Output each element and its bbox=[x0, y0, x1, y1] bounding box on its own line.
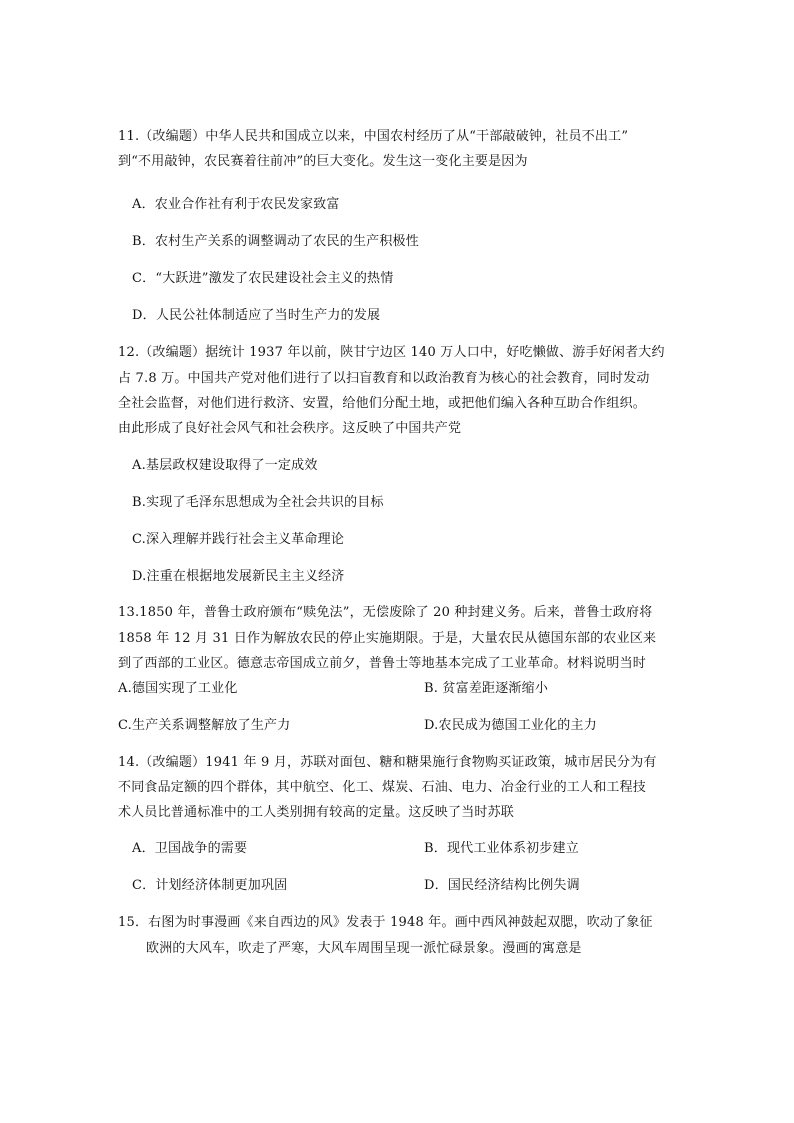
q13-stem-line-2: 1858 年 12 月 31 日作为解放农民的停止实施期限。于是，大量农民从德国东部的农业区来 bbox=[118, 631, 657, 646]
q12-option-b: B.实现了毛泽东思想成为全社会共识的目标 bbox=[132, 495, 384, 510]
q13-option-d: D.农民成为德国工业化的主力 bbox=[424, 718, 597, 733]
q12-option-c: C.深入理解并践行社会主义革命理论 bbox=[132, 532, 345, 547]
q13-option-a: A.德国实现了工业化 bbox=[118, 681, 238, 696]
q14-stem-line-1: 14.（改编题）1941 年 9 月，苏联对面包、糖和糖果施行食物购买证政策，城市居民分为有 bbox=[118, 755, 657, 770]
q11-stem-line-2: 到“不用敲钟，农民赛着往前冲”的巨大变化。发生这一变化主要是因为 bbox=[118, 154, 528, 169]
q13-stem-line-1: 13.1850 年，普鲁士政府颁布“赎免法”，无偿废除了 20 种封建义务。后来，普鲁士政府将 bbox=[118, 605, 653, 620]
q14-option-a: A．卫国战争的需要 bbox=[132, 841, 248, 856]
q15-stem-line-1: 15．右图为时事漫画《来自西边的风》发表于 1948 年。画中西风神鼓起双腮，吹动了象征 bbox=[118, 915, 653, 930]
q11-option-b: B．农村生产关系的调整调动了农民的生产积极性 bbox=[132, 234, 419, 249]
q11-option-a: A．农业合作社有利于农民发家致富 bbox=[132, 197, 340, 212]
q13-option-b: B. 贫富差距逐渐缩小 bbox=[424, 681, 549, 696]
q14-stem-line-2: 不同食品定额的四个群体，其中航空、化工、煤炭、石油、电力、冶金行业的工人和工程技 bbox=[118, 780, 647, 795]
q14-option-d: D．国民经济结构比例失调 bbox=[424, 878, 580, 893]
q12-stem-line-2: 占 7.8 万。中国共产党对他们进行了以扫盲教育和以政治教育为核心的社会教育，同时发动 bbox=[118, 371, 650, 386]
q12-stem-line-1: 12.（改编题）据统计 1937 年以前，陕甘宁边区 140 万人口中，好吃懒做、游手好闲者大约 bbox=[118, 345, 665, 360]
q12-stem-line-3: 全社会监督，对他们进行救济、安置，给他们分配土地，或把他们编入各种互助合作组织。 bbox=[118, 396, 647, 411]
q11-stem-line-1: 11.（改编题）中华人民共和国成立以来，中国农村经历了从“干部敲破钟，社员不出工” bbox=[118, 129, 629, 144]
q12-option-d: D.注重在根据地发展新民主主义经济 bbox=[132, 569, 345, 584]
q14-option-c: C．计划经济体制更加巩固 bbox=[132, 878, 288, 893]
q13-stem-line-3: 到了西部的工业区。德意志帝国成立前夕，普鲁士等地基本完成了工业革命。材料说明当时 bbox=[118, 656, 647, 671]
q14-stem-line-3: 术人员比普通标准中的工人类别拥有较高的定量。这反映了当时苏联 bbox=[118, 805, 515, 820]
q14-option-b: B．现代工业体系初步建立 bbox=[424, 841, 579, 856]
q13-option-c: C.生产关系调整解放了生产力 bbox=[118, 718, 291, 733]
q15-stem-line-2: 欧洲的大风车，吹走了严寒，大风车周围呈现一派忙碌景象。漫画的寓意是 bbox=[146, 941, 582, 956]
q12-stem-line-4: 由此形成了良好社会风气和社会秩序。这反映了中国共产党 bbox=[118, 421, 462, 436]
q11-option-d: D．人民公社体制适应了当时生产力的发展 bbox=[132, 308, 381, 323]
q11-option-c: C．“大跃进”激发了农民建设社会主义的热情 bbox=[132, 271, 394, 286]
q12-option-a: A.基层政权建设取得了一定成效 bbox=[132, 458, 318, 473]
